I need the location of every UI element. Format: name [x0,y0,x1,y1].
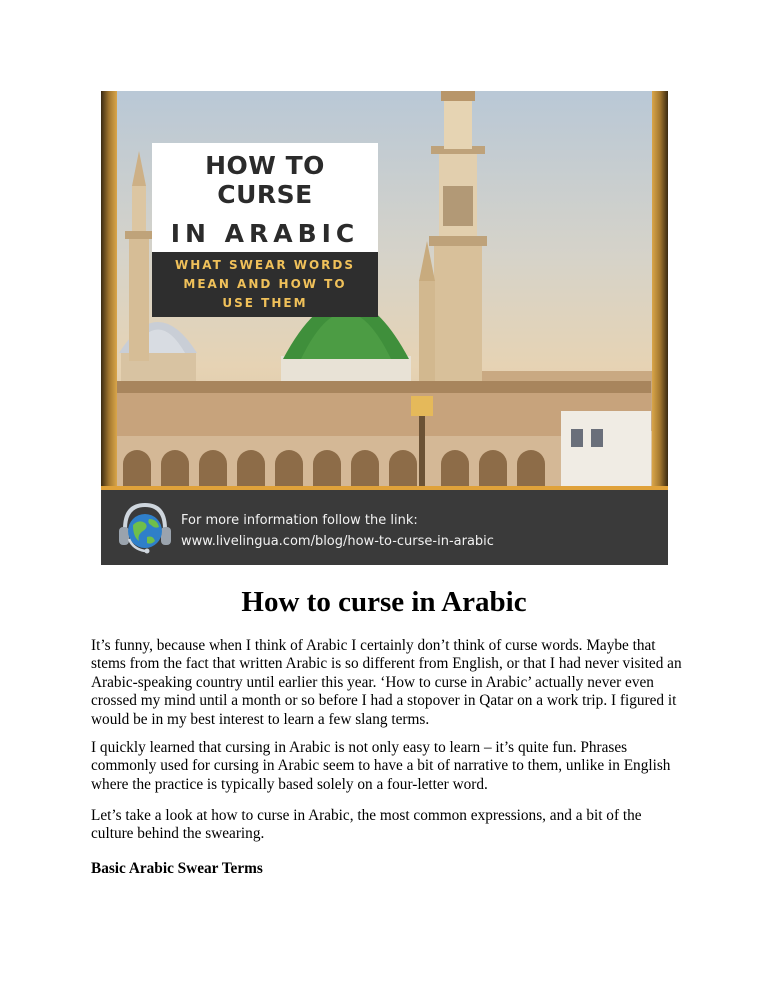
banner-subtitle-line: MEAN AND HOW TO [183,277,347,291]
paragraph-line: It’s funny, because when I think of Arabic I certainly don’t think of curse words. Maybe that [91,637,656,654]
paragraph-line: where the practice is typically based solely on a four-letter word. [91,775,488,793]
hero-banner-image [101,91,668,565]
paragraph-line: stems from the fact that written Arabic is so different from English, or that I had never visited an [91,655,682,673]
banner-title-box [152,143,378,216]
paragraph-line: culture behind the swearing. [91,825,265,843]
footer-url: www.livelingua.com/blog/how-to-curse-in-arabic [181,534,494,549]
paragraph-cursing-fun [91,739,691,794]
footer-info-line: For more information follow the link: [181,513,418,528]
paragraph-line: commonly used for cursing in Arabic seem to have a bit of narrative to them, unlike in English [91,757,671,775]
article-title: How to curse in Arabic [241,586,527,618]
banner-title-line2: CURSE [217,179,313,209]
paragraph-line: crossed my mind until a month or so before I had a stopover in Qatar on a work trip. I figured it [91,692,677,710]
banner-subtitle-line: USE THEM [222,296,308,310]
paragraph-line: Arabic-speaking country until earlier this year. ‘How to curse in Arabic’ actually never even [91,673,654,691]
globe-headphones-icon [117,499,173,557]
banner-footer-text [181,510,494,552]
paragraph-overview [91,807,691,844]
banner-subtitle-line: WHAT SWEAR WORDS [174,258,356,272]
banner-subtitle-box [152,252,378,317]
banner-title-line1: HOW TO [205,150,325,180]
paragraph-line: I quickly learned that cursing in Arabic is not only easy to learn – it’s quite fun. Phrases [91,739,628,756]
section-heading: Basic Arabic Swear Terms [91,860,263,877]
banner-title-line3: IN ARABIC [152,216,378,252]
paragraph-line: would be in my best interest to learn a few slang terms. [91,710,430,728]
right-gold-frame [652,91,668,486]
banner-footer [101,490,668,565]
paragraph-intro [91,637,691,729]
paragraph-line: Let’s take a look at how to curse in Arabic, the most common expressions, and a bit of the [91,807,642,824]
left-gold-frame [101,91,117,486]
